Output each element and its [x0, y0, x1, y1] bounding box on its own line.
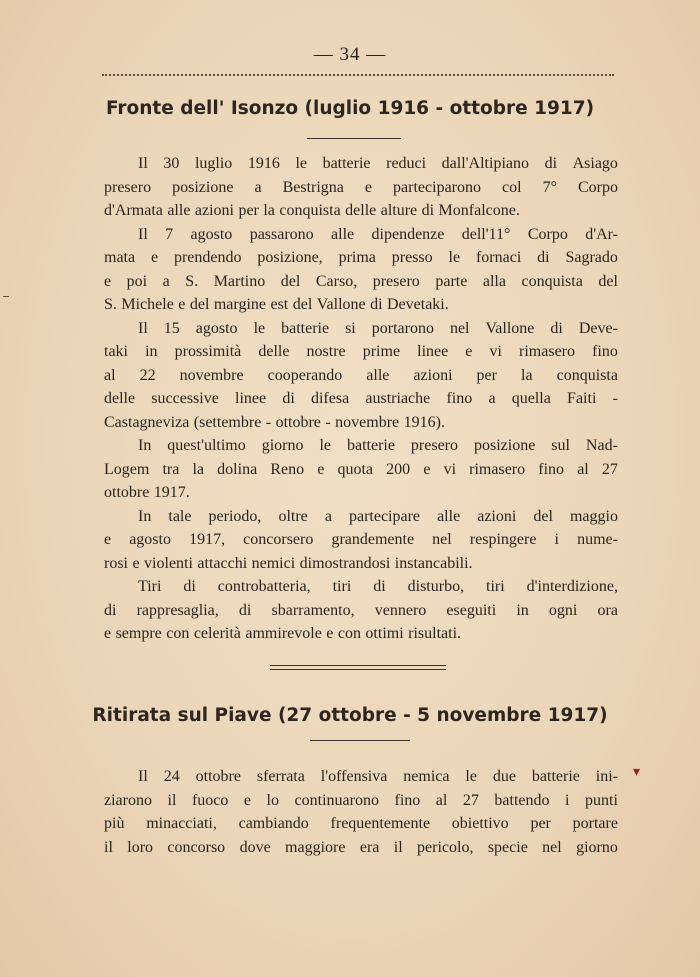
text-line: S. Michele e del margine est del Vallone di Devetaki.: [104, 296, 449, 313]
text-line: d'Armata alle azioni per la conquista delle alture di Monfalcone.: [104, 202, 520, 219]
text-line: Il 7 agosto passarono alle dipendenze dell'11° Corpo d'Ar-: [138, 225, 618, 243]
text-line: e poi a S. Martino del Carso, presero parte alla conquista del: [104, 272, 618, 290]
header-dotted-rule: [102, 74, 614, 76]
text-line: ziarono il fuoco e lo continuarono fino al 27 battendo i punti: [104, 791, 618, 809]
text-line: di rappresaglia, di sbarramento, vennero eseguiti in ogni ora: [104, 601, 618, 619]
text-line: più minacciati, cambiando frequentemente obiettivo per portare: [104, 815, 618, 832]
text-line: Il 24 ottobre sferrata l'offensiva nemica le due batterie ini-: [138, 768, 618, 785]
title-underline: [307, 138, 401, 139]
text-line: Castagneviza (settembre - ottobre - novembre 1916).: [104, 413, 445, 431]
text-line: e agosto 1917, concorsero grandemente nel respingere i nume-: [104, 531, 618, 548]
text-line: Il 30 luglio 1916 le batterie reduci dall'Altipiano di Asiago: [138, 155, 618, 172]
section-title-isonzo: Fronte dell' Isonzo (luglio 1916 - ottobre 1917): [105, 98, 595, 119]
title-underline: [310, 740, 410, 741]
text-line: ottobre 1917.: [104, 484, 190, 501]
text-line: taki in prossimità delle nostre prime linee e vi rimasero fino: [104, 343, 618, 360]
page-number: — 34 —: [313, 44, 387, 65]
text-line: rosi e violenti attacchi nemici dimostrandosi instancabili.: [104, 554, 473, 572]
text-line: Logem tra la dolina Reno e quota 200 e vi rimasero fino al 27: [104, 460, 618, 478]
text-line: Tiri di controbatteria, tiri di disturbo, tiri d'interdizione,: [138, 578, 618, 595]
text-line: presero posizione a Bestrigna e parteciparono col 7° Corpo: [104, 178, 618, 196]
margin-tick: [3, 296, 9, 297]
section-title-piave: Ritirata sul Piave (27 ottobre - 5 novembre 1917): [92, 705, 608, 726]
text-line: mata e prendendo posizione, prima presso le fornaci di Sagrado: [104, 249, 618, 266]
text-line: In quest'ultimo giorno le batterie presero posizione sul Nad-: [138, 437, 618, 454]
text-line: In tale periodo, oltre a partecipare alle azioni del maggio: [138, 507, 618, 525]
text-line: al 22 novembre cooperando alle azioni per la conquista: [104, 366, 618, 384]
text-line: il loro concorso dove maggiore era il pericolo, specie nel giorno: [104, 838, 618, 856]
ink-mark: ▾: [633, 765, 641, 780]
text-line: e sempre con celerità ammirevole e con ottimi risultati.: [104, 625, 462, 642]
section-body-isonzo: [104, 152, 618, 646]
text-line: Il 15 agosto le batterie si portarono nel Vallone di Deve-: [138, 319, 618, 337]
section-body-piave: [104, 765, 618, 859]
text-line: delle successive linee di difesa austriache fino a quella Faiti -: [104, 390, 618, 407]
section-divider: [270, 665, 446, 670]
